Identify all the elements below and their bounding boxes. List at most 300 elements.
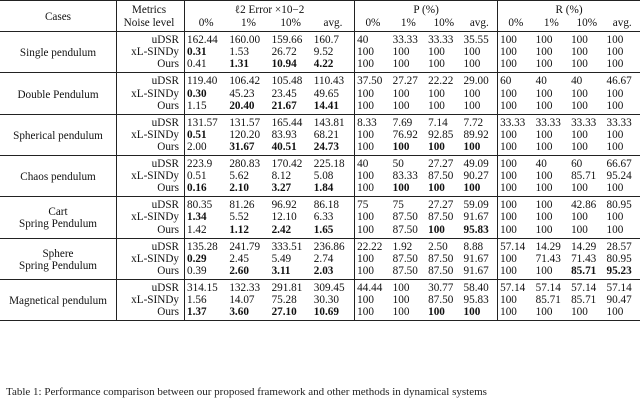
- value-cell: [569, 46, 604, 58]
- value-cell: [462, 156, 498, 171]
- value-text: 100: [357, 87, 374, 100]
- value-text: 100: [428, 182, 445, 195]
- method-name: uDSR: [117, 32, 185, 47]
- value-text: 100: [606, 128, 624, 141]
- value-cell: [498, 265, 534, 280]
- value-cell: [498, 294, 534, 306]
- value-text: 100: [571, 306, 588, 319]
- value-text: 87.50: [428, 252, 454, 265]
- value-cell: [227, 88, 269, 100]
- value-cell: [426, 114, 461, 129]
- table-row: [0, 156, 640, 171]
- value-cell: [355, 32, 391, 47]
- value-cell: [426, 238, 461, 253]
- value-cell: [462, 197, 498, 212]
- value-text: 100: [357, 306, 374, 319]
- value-text: 100: [463, 58, 481, 71]
- value-text: 58.40: [463, 281, 489, 294]
- value-text: 100: [535, 140, 553, 153]
- header-row-1: [0, 1, 640, 18]
- subcol-header: 1%: [240, 17, 256, 30]
- value-text: 57.14: [535, 281, 561, 294]
- value-cell: [312, 114, 355, 129]
- value-cell: [569, 294, 604, 306]
- value-text: 100: [500, 306, 517, 319]
- value-text: 225.18: [313, 158, 345, 171]
- value-cell: [185, 306, 228, 321]
- value-text: 1.34: [187, 211, 207, 224]
- value-text: 100: [428, 46, 445, 59]
- value-cell: [391, 88, 426, 100]
- value-cell: [391, 211, 426, 223]
- value-text: 100: [535, 306, 553, 319]
- value-text: 57.14: [500, 240, 526, 253]
- value-cell: [355, 211, 391, 223]
- value-text: 100: [357, 264, 374, 277]
- value-cell: [569, 100, 604, 115]
- value-cell: [185, 182, 228, 197]
- value-cell: [569, 170, 604, 182]
- value-text: 49.09: [463, 158, 489, 171]
- value-cell: [227, 253, 269, 265]
- value-cell: [227, 294, 269, 306]
- value-text: 100: [500, 199, 517, 212]
- value-cell: [498, 32, 534, 47]
- case-name-line: Single pendulum: [19, 47, 97, 60]
- value-cell: [462, 265, 498, 280]
- value-text: 14.29: [571, 240, 597, 253]
- table-caption: Table 1: Performance comparison between our proposed framework and other methods in dynamical systems: [6, 386, 487, 398]
- value-text: 87.50: [428, 293, 454, 306]
- value-text: 100: [500, 46, 517, 59]
- value-cell: [534, 170, 569, 182]
- value-cell: [426, 129, 461, 141]
- value-cell: [391, 156, 426, 171]
- method-name: uDSR: [117, 73, 185, 88]
- value-cell: [605, 141, 640, 156]
- value-cell: [185, 265, 228, 280]
- value-cell: [270, 100, 312, 115]
- value-cell: [534, 32, 569, 47]
- value-text: 100: [428, 99, 445, 112]
- value-cell: [391, 58, 426, 73]
- value-text: 135.28: [187, 240, 218, 253]
- value-cell: [605, 32, 640, 47]
- value-text: 100: [357, 293, 374, 306]
- value-text: 100: [500, 87, 517, 100]
- recall-label: R (%): [555, 4, 583, 16]
- value-cell: [185, 224, 228, 239]
- results-body: [0, 32, 640, 321]
- value-text: 1.37: [187, 306, 207, 319]
- value-cell: [569, 197, 604, 212]
- value-cell: [185, 211, 228, 223]
- value-cell: [391, 170, 426, 182]
- value-text: 8.12: [271, 170, 292, 183]
- value-cell: [605, 114, 640, 129]
- value-cell: [312, 58, 355, 73]
- value-text: 87.50: [428, 170, 454, 183]
- value-text: 100: [463, 306, 481, 319]
- value-text: 105.48: [271, 75, 303, 88]
- value-text: 100: [428, 223, 445, 236]
- value-text: 100: [428, 58, 445, 71]
- metrics-header: Metrics: [117, 1, 185, 18]
- value-text: 83.33: [392, 170, 418, 183]
- value-text: 100: [392, 281, 410, 294]
- value-cell: [569, 211, 604, 223]
- value-text: 100: [463, 182, 481, 195]
- case-name-line: Magnetical pendulum: [9, 294, 107, 307]
- value-cell: [227, 141, 269, 156]
- value-cell: [355, 156, 391, 171]
- value-cell: [605, 46, 640, 58]
- value-cell: [498, 170, 534, 182]
- value-text: 100: [571, 34, 588, 47]
- value-text: 3.11: [271, 264, 291, 277]
- value-cell: [391, 265, 426, 280]
- value-cell: [534, 253, 569, 265]
- value-text: 100: [392, 293, 410, 306]
- precision-header: [355, 1, 498, 18]
- value-cell: [462, 170, 498, 182]
- value-cell: [569, 129, 604, 141]
- case-name-line: Cart: [48, 206, 68, 219]
- value-cell: [462, 114, 498, 129]
- value-text: 71.43: [571, 252, 597, 265]
- value-text: 1.92: [392, 240, 413, 253]
- value-text: 33.33: [392, 34, 418, 47]
- value-text: 100: [535, 170, 553, 183]
- value-cell: [270, 129, 312, 141]
- value-cell: [355, 73, 391, 88]
- subcol-header: 10%: [433, 17, 455, 30]
- value-text: 170.42: [271, 158, 303, 171]
- value-text: 29.00: [463, 75, 489, 88]
- value-text: 100: [535, 58, 553, 71]
- value-cell: [462, 279, 498, 294]
- value-text: 100: [500, 223, 517, 236]
- value-text: 100: [535, 264, 553, 277]
- value-cell: [534, 211, 569, 223]
- value-cell: [185, 197, 228, 212]
- value-text: 100: [535, 34, 553, 47]
- value-text: 100: [357, 252, 374, 265]
- value-text: 100: [500, 264, 517, 277]
- method-name: Ours: [157, 264, 179, 277]
- value-text: 100: [535, 46, 553, 59]
- value-text: 100: [535, 128, 553, 141]
- value-text: 100: [606, 306, 624, 319]
- value-cell: [534, 58, 569, 73]
- value-text: 57.14: [571, 281, 597, 294]
- value-text: 100: [571, 99, 588, 112]
- value-text: 2.03: [313, 264, 334, 277]
- value-cell: [312, 88, 355, 100]
- value-cell: [605, 156, 640, 171]
- value-cell: [426, 279, 461, 294]
- value-text: 60: [571, 158, 583, 171]
- value-text: 87.50: [392, 264, 418, 277]
- value-text: 90.47: [606, 293, 632, 306]
- value-cell: [312, 253, 355, 265]
- value-cell: [312, 224, 355, 239]
- value-cell: [605, 88, 640, 100]
- value-cell: [498, 211, 534, 223]
- value-cell: [227, 170, 269, 182]
- value-text: 100: [571, 58, 588, 71]
- value-cell: [312, 129, 355, 141]
- value-text: 85.71: [571, 293, 597, 306]
- value-text: 45.23: [229, 87, 255, 100]
- value-text: 57.14: [500, 281, 526, 294]
- case-name-line: Spherical pendulum: [13, 129, 103, 142]
- value-cell: [462, 46, 498, 58]
- case-name: [0, 238, 117, 279]
- value-text: 6.33: [313, 211, 334, 224]
- value-cell: [462, 58, 498, 73]
- value-text: 7.72: [463, 116, 484, 129]
- value-text: 100: [357, 99, 374, 112]
- value-text: 100: [357, 211, 374, 224]
- value-text: 76.92: [392, 128, 418, 141]
- value-cell: [227, 32, 269, 47]
- value-text: 165.44: [271, 116, 303, 129]
- value-cell: [498, 224, 534, 239]
- value-cell: [312, 197, 355, 212]
- value-cell: [498, 238, 534, 253]
- value-text: 0.30: [187, 87, 207, 100]
- value-text: 85.71: [571, 264, 597, 277]
- value-text: 100: [392, 99, 410, 112]
- value-cell: [270, 197, 312, 212]
- value-text: 40: [357, 34, 369, 47]
- value-cell: [605, 224, 640, 239]
- value-text: 37.50: [357, 75, 383, 88]
- value-cell: [534, 265, 569, 280]
- value-cell: [462, 129, 498, 141]
- value-cell: [355, 224, 391, 239]
- subcol-header: 0%: [185, 17, 228, 32]
- value-cell: [462, 182, 498, 197]
- value-cell: [227, 197, 269, 212]
- value-text: 1.65: [313, 223, 334, 236]
- method-name: xL-SINDy: [131, 170, 179, 183]
- value-cell: [227, 238, 269, 253]
- subcol-header: 0%: [355, 17, 391, 32]
- value-cell: [498, 88, 534, 100]
- method-name: uDSR: [117, 156, 185, 171]
- value-cell: [426, 211, 461, 223]
- value-text: 5.49: [271, 252, 292, 265]
- value-text: 100: [535, 211, 553, 224]
- value-text: 96.92: [271, 199, 297, 212]
- value-text: 100: [500, 252, 517, 265]
- value-cell: [270, 114, 312, 129]
- value-text: 100: [571, 223, 588, 236]
- value-text: 100: [606, 46, 624, 59]
- case-name-line: Spring Pendulum: [18, 218, 97, 231]
- value-text: 86.18: [313, 199, 339, 212]
- value-cell: [185, 100, 228, 115]
- value-cell: [270, 32, 312, 47]
- method-name: Ours: [117, 306, 185, 321]
- value-cell: [355, 265, 391, 280]
- value-cell: [534, 100, 569, 115]
- value-cell: [498, 46, 534, 58]
- value-cell: [312, 306, 355, 321]
- value-text: 33.33: [500, 116, 526, 129]
- value-cell: [391, 253, 426, 265]
- value-cell: [185, 279, 228, 294]
- value-cell: [355, 238, 391, 253]
- value-text: 0.51: [187, 128, 207, 141]
- value-cell: [462, 100, 498, 115]
- value-cell: [355, 306, 391, 321]
- value-cell: [426, 170, 461, 182]
- value-text: 100: [357, 46, 374, 59]
- value-cell: [355, 253, 391, 265]
- value-cell: [391, 294, 426, 306]
- value-text: 7.69: [392, 116, 413, 129]
- value-text: 100: [357, 58, 374, 71]
- value-text: 223.9: [187, 158, 213, 171]
- value-text: 27.27: [428, 158, 454, 171]
- table-row: [0, 197, 640, 212]
- value-text: 95.23: [606, 264, 632, 277]
- value-cell: [498, 58, 534, 73]
- value-text: 8.88: [463, 240, 484, 253]
- value-cell: [227, 129, 269, 141]
- value-text: 49.65: [313, 87, 339, 100]
- value-cell: [498, 114, 534, 129]
- value-text: 100: [535, 87, 553, 100]
- case-name: [0, 279, 117, 320]
- value-text: 46.67: [606, 75, 632, 88]
- value-cell: [605, 197, 640, 212]
- value-text: 40: [571, 75, 583, 88]
- value-cell: [426, 182, 461, 197]
- value-cell: [426, 46, 461, 58]
- value-cell: [391, 224, 426, 239]
- value-cell: [498, 182, 534, 197]
- value-text: 10.69: [313, 306, 339, 319]
- value-text: 40.51: [271, 140, 297, 153]
- subcol-header: 10%: [280, 17, 301, 30]
- value-cell: [185, 88, 228, 100]
- value-text: 57.14: [606, 281, 632, 294]
- value-cell: [185, 46, 228, 58]
- table-row: [0, 238, 640, 253]
- value-text: 75: [392, 199, 404, 212]
- value-text: 100: [500, 170, 517, 183]
- value-text: 33.33: [606, 116, 632, 129]
- value-text: 100: [357, 223, 374, 236]
- case-name: [0, 197, 117, 238]
- value-cell: [426, 253, 461, 265]
- value-cell: [312, 279, 355, 294]
- value-text: 0.31: [187, 46, 207, 59]
- value-text: 100: [392, 58, 410, 71]
- value-cell: [312, 294, 355, 306]
- value-cell: [462, 88, 498, 100]
- value-text: 35.55: [463, 34, 489, 47]
- value-text: 87.50: [428, 264, 454, 277]
- method-name: xL-SINDy: [131, 211, 179, 224]
- value-cell: [462, 306, 498, 321]
- value-cell: [605, 73, 640, 88]
- value-text: 236.86: [313, 240, 345, 253]
- value-text: 0.29: [187, 252, 207, 265]
- value-cell: [498, 129, 534, 141]
- value-text: 40: [535, 158, 547, 171]
- value-cell: [534, 294, 569, 306]
- value-cell: [569, 238, 604, 253]
- value-cell: [227, 73, 269, 88]
- value-cell: [185, 114, 228, 129]
- method-name: Ours: [157, 58, 179, 71]
- value-cell: [498, 73, 534, 88]
- value-cell: [498, 197, 534, 212]
- value-text: 100: [535, 223, 553, 236]
- value-cell: [569, 32, 604, 47]
- value-cell: [569, 279, 604, 294]
- value-cell: [185, 129, 228, 141]
- value-cell: [270, 182, 312, 197]
- value-cell: [355, 197, 391, 212]
- value-text: 1.56: [187, 293, 207, 306]
- value-cell: [355, 46, 391, 58]
- value-text: 131.57: [229, 116, 261, 129]
- value-cell: [312, 238, 355, 253]
- value-cell: [355, 170, 391, 182]
- value-text: 30.30: [313, 293, 339, 306]
- case-name-line: Spring Pendulum: [18, 259, 97, 272]
- value-cell: [270, 156, 312, 171]
- value-cell: [355, 114, 391, 129]
- value-text: 100: [428, 306, 445, 319]
- value-text: 100: [500, 99, 517, 112]
- value-cell: [426, 58, 461, 73]
- value-cell: [391, 182, 426, 197]
- value-cell: [270, 73, 312, 88]
- method-name: uDSR: [117, 197, 185, 212]
- value-text: 143.81: [313, 116, 345, 129]
- value-text: 83.93: [271, 128, 297, 141]
- value-cell: [534, 73, 569, 88]
- value-text: 5.62: [229, 170, 249, 183]
- value-cell: [605, 265, 640, 280]
- value-cell: [534, 279, 569, 294]
- value-text: 14.41: [313, 99, 339, 112]
- value-cell: [426, 306, 461, 321]
- value-cell: [426, 73, 461, 88]
- value-text: 100: [571, 211, 588, 224]
- value-cell: [605, 279, 640, 294]
- value-text: 91.67: [463, 252, 489, 265]
- value-text: 5.08: [313, 170, 334, 183]
- value-text: 14.07: [229, 293, 255, 306]
- value-text: 22.22: [357, 240, 383, 253]
- value-text: 100: [463, 99, 481, 112]
- value-text: 100: [606, 99, 624, 112]
- value-text: 160.00: [229, 34, 261, 47]
- case-name: [0, 114, 117, 155]
- value-cell: [534, 306, 569, 321]
- value-cell: [270, 238, 312, 253]
- value-cell: [227, 100, 269, 115]
- value-text: 100: [606, 87, 624, 100]
